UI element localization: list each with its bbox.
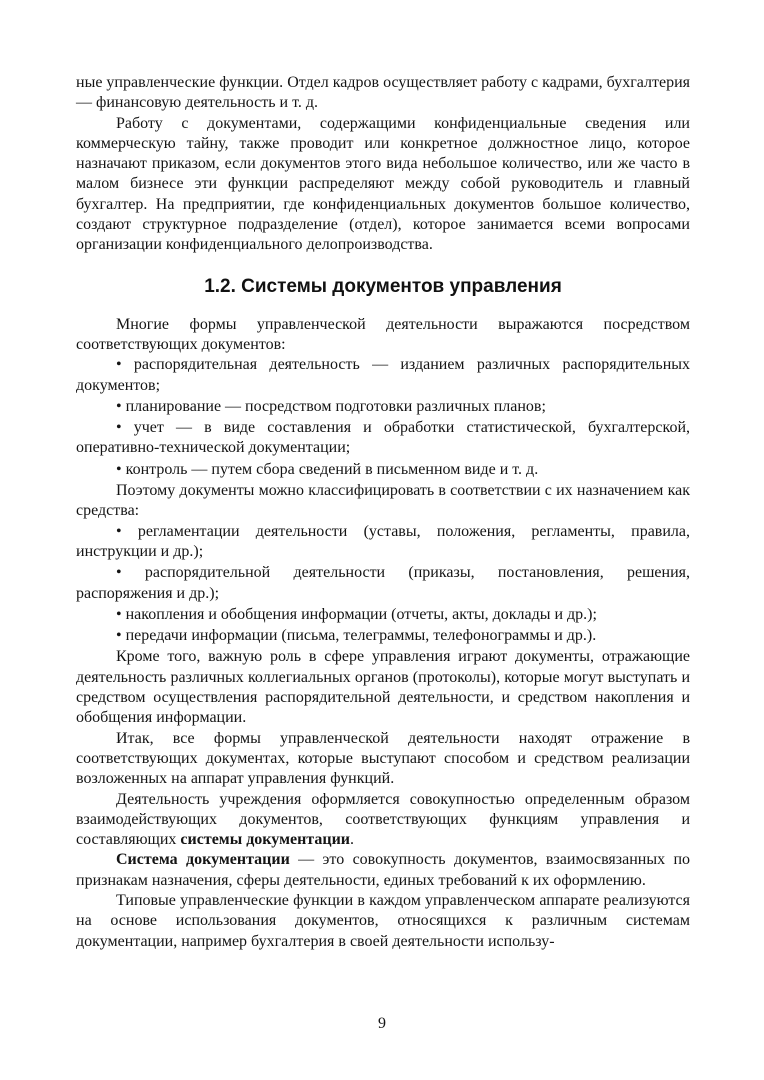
activity-bold-term: системы документации <box>180 831 350 849</box>
paragraph-continued: ные управленческие функции. Отдел кадров осуществляет работу с кадрами, бухгалтерия — финансовую деятельность и т. д. <box>76 74 690 112</box>
list-item-forms-3: • учет — в виде составления и обработки статистической, бухгалтерской, оперативно-технической документации; <box>76 419 690 457</box>
paragraph-definition <box>76 850 690 891</box>
paragraph-activity <box>76 790 690 851</box>
paragraph-collegial: Кроме того, важную роль в сфере управления играют документы, отражающие деятельность различных коллегиальных органов (протоколы), которые могут выступать и средством осуществления распорядительной деятельности, и средством накопления и обобщения информации. <box>76 648 690 727</box>
page-body <box>76 73 690 952</box>
activity-text: Деятельность учреждения оформляется совокупностью определенным образом взаимодействующих документов, соответствующих функциям управления и составляющих <box>76 790 690 849</box>
list-item-forms-4: • контроль — путем сбора сведений в письменном виде и т. д. <box>116 460 539 478</box>
paragraph-itak: Итак, все формы управленческой деятельности находят отражение в соответствующих документах, которые выступают способом и средством реализации возложенных на аппарат управления функций. <box>76 729 690 788</box>
paragraph-typical: Типовые управленческие функции в каждом управленческом аппарате реализуются на основе использования документов, относящихся к различным системам документации, например бухгалтерия в своей деятельности использу- <box>76 891 690 950</box>
activity-period: . <box>350 831 354 849</box>
list-item-means-1: • регламентации деятельности (уставы, положения, регламенты, правила, инструкции и др.); <box>76 522 690 560</box>
list-item-means-2: • распорядительной деятельности (приказы, постановления, решения, распоряжения и др.); <box>76 564 690 602</box>
page-number: 9 <box>378 1015 386 1032</box>
list-item-means-3: • накопления и обобщения информации (отчеты, акты, доклады и др.); <box>116 605 597 623</box>
paragraph-confidential: Работу с документами, содержащими конфиденциальные сведения или коммерческую тайну, также проводит или конкретное должностное лицо, которое назначают приказом, если документов этого вида небольшое количество, или же часто в малом бизнесе эти функции распределяют между собой руководитель и главный бухгалтер. На предприятии, где конфиденциальных документов большое количество, создают структурное подразделение (отдел), которое занимается всеми вопросами организации конфиденциального делопроизводства. <box>76 114 690 254</box>
paragraph-classify: Поэтому документы можно классифицировать в соответствии с их назначением как средства: <box>76 482 690 520</box>
list-item-forms-1: • распорядительная деятельность — изданием различных распорядительных документов; <box>76 356 690 394</box>
definition-text: — это совокупность документов, взаимосвязанных по признакам назначения, сферы деятельности, единых требований к их оформлению. <box>76 851 691 889</box>
paragraph-intro: Многие формы управленческой деятельности выражаются посредством соответствующих документов: <box>76 315 690 353</box>
definition-term: Система документации <box>116 851 290 869</box>
list-item-means-4: • передачи информации (письма, телеграммы, телефонограммы и др.). <box>116 627 597 645</box>
section-heading: 1.2. Системы документов управления <box>204 275 562 297</box>
list-item-forms-2: • планирование — посредством подготовки различных планов; <box>116 397 546 415</box>
